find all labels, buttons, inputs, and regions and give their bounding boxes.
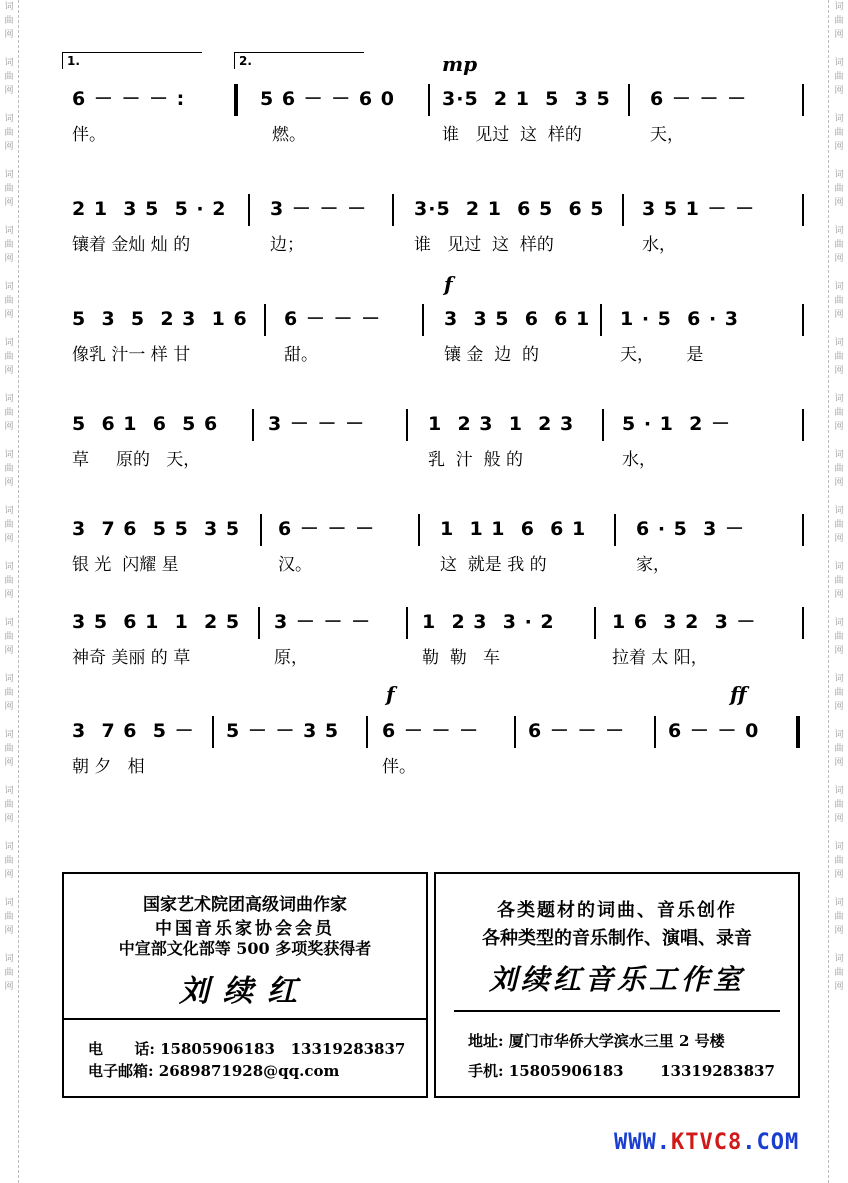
measure-notes: 6 · 5 3 － [636, 518, 745, 540]
right-margin-rule [828, 0, 829, 1183]
barline [600, 304, 602, 336]
site-url-prefix: WWW. [614, 1130, 671, 1155]
watermark-right: 词 曲 网 词 曲 网 词 曲 网 词 曲 网 词 曲 网 词 曲 网 词 曲 网 词 曲 网 词 曲 网 词 曲 网 词 曲 网 词 曲 网 词 曲 网 词 曲 网 词 曲 网 词 曲 网 词 曲 网 词 曲 网 [834, 2, 844, 992]
measure-notes: 1 1 1 6 6 1 [440, 518, 587, 540]
barline [622, 194, 624, 226]
lyric: 汉。 [278, 555, 312, 575]
measure-notes: 5 6 1 6 5 6 [72, 413, 219, 435]
measure-notes: 1 · 5 6 · 3 [620, 308, 740, 330]
studio-service-line: 各类题材的词曲、音乐创作 [497, 900, 737, 921]
studio-info-box [434, 872, 800, 1098]
volta-1: 1. [62, 52, 202, 69]
lyric: 原， [274, 648, 308, 668]
barline [212, 716, 214, 748]
lyric: 银 光 闪耀 星 [72, 555, 179, 575]
barline [422, 304, 424, 336]
measure-notes: 6 － － － [650, 88, 748, 110]
composer-info-box [62, 872, 428, 1098]
mobile-line: 手机: 15805906183 13319283837 [468, 1062, 775, 1080]
dynamic-f: f [386, 682, 395, 706]
lyric: 天， 是 [620, 345, 704, 365]
studio-name: 刘续红音乐工作室 [488, 963, 745, 996]
lyric: 拉着 太 阳， [612, 648, 708, 668]
composer-signature: 刘续红 [179, 974, 311, 1009]
barline [406, 409, 408, 441]
barline [802, 607, 804, 639]
measure-notes: 3·5 2 1 5 3 5 [442, 88, 611, 110]
lyric: 水， [642, 235, 676, 255]
measure-notes: 6 － － － [528, 720, 626, 742]
site-url-suffix: .COM [742, 1130, 800, 1155]
barline [252, 409, 254, 441]
dynamic-mp: mp [442, 52, 478, 76]
site-url[interactable] [614, 1130, 799, 1155]
barline [366, 716, 368, 748]
barline [428, 84, 430, 116]
measure-notes: 2 1 3 5 5 · 2 [72, 198, 227, 220]
barline [406, 607, 408, 639]
measure-notes: 3·5 2 1 6 5 6 5 [414, 198, 605, 220]
dynamic-ff: ff [730, 682, 747, 706]
site-url-brand: KTVC8 [670, 1130, 743, 1155]
address-line: 地址: 厦门市华侨大学滨水三里 2 号楼 [468, 1032, 725, 1050]
barline [602, 409, 604, 441]
lyric: 谁 见过 这 样的 [442, 125, 582, 145]
barline [802, 304, 804, 336]
studio-service-line: 各种类型的音乐制作、演唱、录音 [482, 928, 752, 949]
measure-notes: 1 2 3 3 · 2 [422, 611, 555, 633]
dynamic-f: f [444, 272, 453, 296]
lyric: 这 就是 我 的 [440, 555, 547, 575]
measure-notes: 6 － － － [382, 720, 480, 742]
volta-2: 2. [234, 52, 364, 69]
measure-notes: 3 － － － [274, 611, 372, 633]
lyric: 勒 勒 车 [422, 648, 501, 668]
lyric: 燃。 [272, 125, 306, 145]
barline [802, 409, 804, 441]
measure-notes: 3 7 6 5 － [72, 720, 195, 742]
score-row-6 [62, 603, 804, 681]
barline [264, 304, 266, 336]
barline [258, 607, 260, 639]
measure-notes: 3 － － － [268, 413, 366, 435]
phone-line: 电 话: 15805906183 13319283837 [88, 1040, 406, 1058]
score-row-4 [62, 405, 804, 483]
composer-title-line: 国家艺术院团高级词曲作家 [143, 895, 347, 915]
measure-notes: 1 6 3 2 3 － [612, 611, 757, 633]
score-row-3 [62, 272, 804, 378]
barline [514, 716, 516, 748]
barline [802, 84, 804, 116]
measure-notes: 1 2 3 1 2 3 [428, 413, 575, 435]
composer-title-line: 中宣部文化部等 500 多项奖获得者 [118, 939, 372, 958]
left-margin-rule [18, 0, 19, 1183]
lyric: 朝 夕 相 [72, 757, 145, 777]
watermark-left: 词 曲 网 词 曲 网 词 曲 网 词 曲 网 词 曲 网 词 曲 网 词 曲 网 词 曲 网 词 曲 网 词 曲 网 词 曲 网 词 曲 网 词 曲 网 词 曲 网 词 曲 网 词 曲 网 词 曲 网 词 曲 网 [4, 2, 14, 992]
repeat-barline [234, 84, 238, 116]
measure-notes: 3 3 5 6 6 1 [444, 308, 591, 330]
barline [614, 514, 616, 546]
measure-notes: 5 6 － － 6 0 [260, 88, 395, 110]
lyric: 水， [622, 450, 656, 470]
measure-notes: 3 7 6 5 5 3 5 [72, 518, 241, 540]
barline [248, 194, 250, 226]
lyric: 边； [270, 235, 304, 255]
barline [654, 716, 656, 748]
divider [454, 1010, 780, 1012]
barline [392, 194, 394, 226]
barline [418, 514, 420, 546]
lyric: 甜。 [284, 345, 318, 365]
barline [802, 514, 804, 546]
divider [64, 1018, 426, 1020]
barline [802, 194, 804, 226]
lyric: 伴。 [72, 125, 106, 145]
lyric: 草 原的 天， [72, 450, 201, 470]
measure-notes: 6 － － － [284, 308, 382, 330]
lyric: 伴。 [382, 757, 416, 777]
lyric: 天， [650, 125, 684, 145]
score-row-5 [62, 510, 804, 588]
measure-notes: 3 5 6 1 1 2 5 [72, 611, 241, 633]
measure-notes: 5 · 1 2 － [622, 413, 731, 435]
lyric: 神奇 美丽 的 草 [72, 648, 191, 668]
lyric: 镶 金 边 的 [444, 345, 540, 365]
measure-notes: 5 3 5 2 3 1 6 [72, 308, 248, 330]
measure-notes: 6 － － 0 [668, 720, 760, 742]
final-barline [796, 716, 800, 748]
barline [260, 514, 262, 546]
measure-notes: 5 － － 3 5 [226, 720, 340, 742]
composer-title-line: 中国音乐家协会会员 [155, 919, 335, 939]
barline [594, 607, 596, 639]
lyric: 乳 汁 般 的 [428, 450, 524, 470]
lyric: 像乳 汁一 样 甘 [72, 345, 191, 365]
measure-notes: 3 5 1 － － [642, 198, 756, 220]
barline [628, 84, 630, 116]
score-row-1 [62, 52, 804, 158]
score-row-7 [62, 682, 804, 790]
lyric: 家， [636, 555, 670, 575]
lyric: 镶着 金灿 灿 的 [72, 235, 191, 255]
measure-notes: 6 － － － : [72, 88, 186, 110]
measure-notes: 6 － － － [278, 518, 376, 540]
lyric: 谁 见过 这 样的 [414, 235, 554, 255]
email-line: 电子邮箱: 2689871928@qq.com [88, 1062, 340, 1080]
score-row-2 [62, 190, 804, 268]
measure-notes: 3 － － － [270, 198, 368, 220]
